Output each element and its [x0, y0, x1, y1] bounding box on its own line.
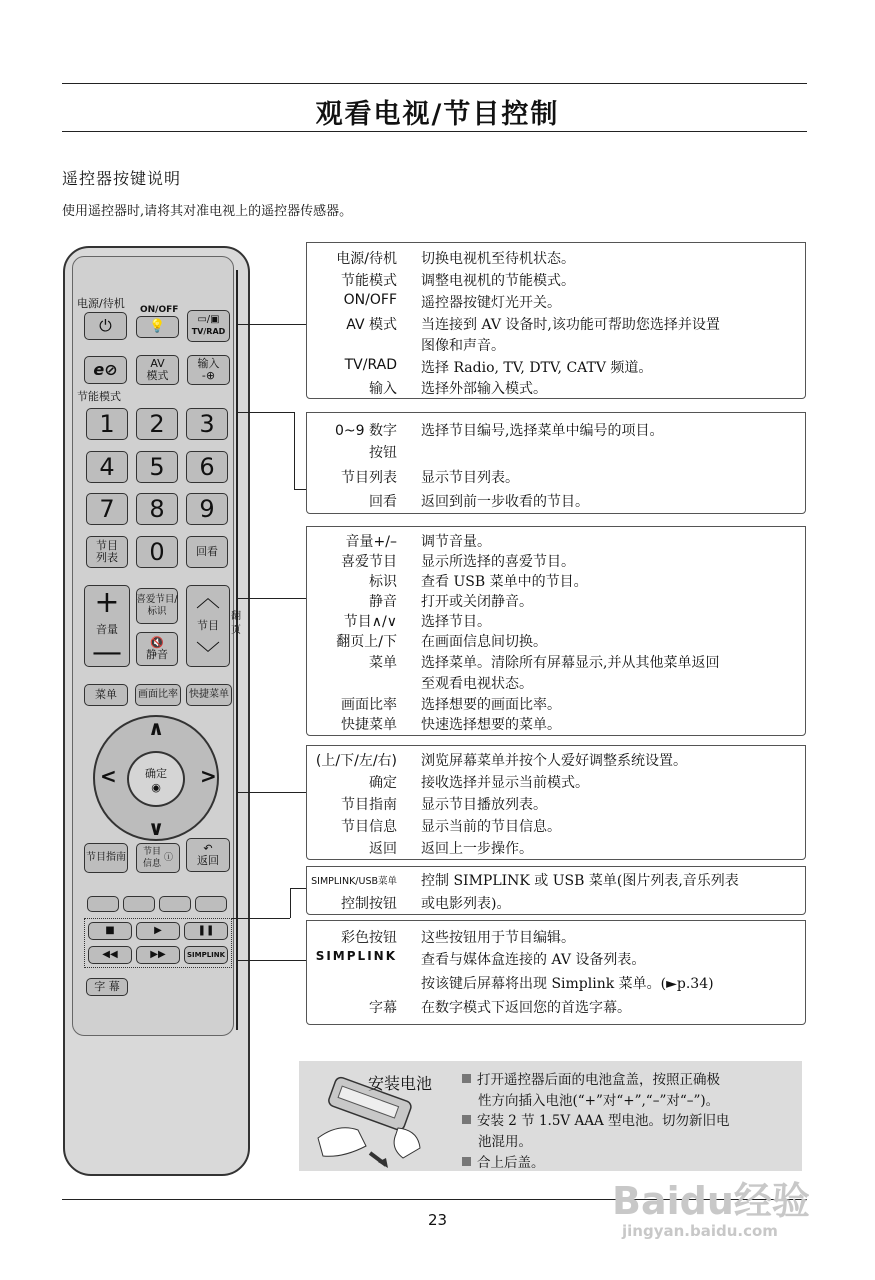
color-button-green[interactable] — [123, 896, 155, 912]
top-rule — [62, 83, 807, 84]
power-button[interactable] — [84, 312, 127, 340]
battery-step: 合上后盖。 — [462, 1151, 545, 1171]
desc-row: 图像和声音。 — [421, 338, 505, 354]
remote-side-line — [236, 270, 238, 1030]
desc-row: ON/OFF 遥控器按键灯光开关。 — [343, 292, 561, 311]
intro-text: 使用遥控器时,请将其对准电视上的遥控器传感器。 — [62, 204, 353, 219]
desc-row: 返回 返回上一步操作。 — [369, 841, 533, 857]
connector-line — [294, 489, 306, 490]
rewind-button[interactable] — [88, 946, 132, 964]
info-button[interactable]: 节目 信息 ⓘ — [136, 843, 180, 873]
guide-button[interactable]: 节目指南 — [84, 843, 128, 873]
number-0-button[interactable]: 0 — [136, 536, 178, 568]
desc-row: 彩色按钮 这些按钮用于节目编辑。 — [341, 930, 575, 946]
number-7-button[interactable]: 7 — [86, 493, 128, 525]
connector-line — [238, 960, 306, 961]
input-button[interactable]: 输入 -⊕ — [187, 355, 230, 385]
simplink-button[interactable]: SIMPLINK — [184, 946, 228, 964]
desc-row: (上/下/左/右) 浏览屏幕菜单并按个人爱好调整系统设置。 — [315, 753, 687, 769]
desc-group-navigation — [306, 745, 806, 860]
bullet-square-icon — [462, 1115, 471, 1124]
battery-step-cont: 池混用。 — [478, 1134, 532, 1150]
onoff-caption: ON/OFF — [140, 305, 179, 315]
desc-row: 音量+/– 调节音量。 — [345, 534, 491, 550]
ok-dot-icon: ◉ — [151, 780, 161, 794]
number-5-button[interactable]: 5 — [136, 451, 178, 483]
desc-row: 节目指南 显示节目播放列表。 — [341, 797, 547, 813]
chevron-up-icon: ︿ — [196, 584, 220, 612]
return-button[interactable]: ↶ 返回 — [186, 838, 230, 872]
bullet-square-icon — [462, 1074, 471, 1083]
fast-forward-icon: ▶▶ — [150, 949, 166, 960]
number-8-button[interactable]: 8 — [136, 493, 178, 525]
desc-row: 按该键后屏幕将出现 Simplink 菜单。(►p.34) — [421, 976, 714, 992]
desc-row: 节目列表 显示节目列表。 — [341, 470, 519, 486]
battery-step: 打开遥控器后面的电池盒盖，按照正确极 — [462, 1068, 720, 1088]
desc-group-power — [306, 242, 806, 399]
desc-row: 至观看电视状态。 — [421, 676, 533, 692]
desc-row: 静音 打开或关闭静音。 — [369, 594, 533, 610]
pause-icon: ❚❚ — [197, 925, 215, 936]
stop-button[interactable] — [88, 922, 132, 940]
desc-row: 0~9 数字 选择节目编号,选择菜单中编号的项目。 — [335, 423, 664, 439]
desc-row: 画面比率 选择想要的画面比率。 — [341, 697, 561, 713]
pause-button[interactable] — [184, 922, 228, 940]
desc-row: 节能模式 调整电视机的节能模式。 — [341, 273, 575, 289]
desc-row: 节目∧/∨ 选择节目。 — [343, 614, 491, 630]
watermark-logo: Baidu经验 — [612, 1179, 810, 1223]
play-button[interactable] — [136, 922, 180, 940]
page-number: 23 — [427, 1211, 448, 1229]
arrow-right-icon[interactable]: > — [200, 764, 217, 788]
fast-forward-button[interactable] — [136, 946, 180, 964]
minus-icon: — — [92, 635, 122, 670]
energy-button[interactable] — [84, 356, 127, 384]
bullet-square-icon — [462, 1157, 471, 1166]
connector-line — [290, 888, 306, 889]
ratio-button[interactable]: 画面比率 — [135, 684, 181, 706]
desc-row: 标识 查看 USB 菜单中的节目。 — [369, 574, 588, 590]
energy-leaf-icon: e⊘ — [93, 360, 118, 379]
input-arrow-icon: -⊕ — [201, 369, 216, 382]
arrow-down-icon[interactable]: ∨ — [148, 816, 165, 840]
onoff-button[interactable] — [136, 316, 179, 338]
desc-row: 字幕 在数字模式下返回您的首选字幕。 — [369, 1000, 631, 1016]
watermark-url: jingyan.baidu.com — [622, 1222, 778, 1240]
desc-row: 翻页上/下 在画面信息间切换。 — [336, 634, 547, 650]
favorite-button[interactable]: 喜爱节目/ 标识 — [136, 588, 178, 624]
tv-radio-icon: ▭/▣ — [197, 314, 220, 325]
battery-step: 安装 2 节 1.5V AAA 型电池。切勿新旧电 — [462, 1109, 730, 1129]
connector-line — [238, 412, 294, 413]
color-button-blue[interactable] — [195, 896, 227, 912]
desc-row: 喜爱节目 显示所选择的喜爱节目。 — [341, 554, 575, 570]
light-bulb-icon: 💡 — [149, 319, 166, 334]
number-4-button[interactable]: 4 — [86, 451, 128, 483]
section-subtitle: 遥控器按键说明 — [62, 169, 182, 188]
volume-rocker[interactable]: + 音量 — — [84, 585, 130, 667]
desc-group-volume — [306, 526, 806, 736]
connector-line — [232, 918, 290, 919]
chevron-down-icon: ﹀ — [196, 640, 220, 668]
mute-icon: 🔇 — [150, 636, 164, 649]
desc-group-simplink — [306, 866, 806, 915]
color-button-yellow[interactable] — [159, 896, 191, 912]
back-button[interactable]: 回看 — [186, 536, 228, 568]
quick-menu-button[interactable]: 快捷菜单 — [186, 684, 232, 706]
number-1-button[interactable]: 1 — [86, 408, 128, 440]
subtitle-button[interactable]: 字 幕 — [86, 978, 128, 996]
connector-line — [294, 412, 295, 489]
desc-row: SIMPLINK 查看与媒体盒连接的 AV 设备列表。 — [315, 949, 646, 968]
title-rule — [62, 131, 807, 132]
desc-row: SIMPLINK/USB菜单 控制 SIMPLINK 或 USB 菜单(图片列表,音乐列表 — [311, 873, 739, 889]
power-icon: ⏻ — [99, 316, 112, 335]
arrow-up-icon[interactable]: ∧ — [148, 716, 165, 740]
number-3-button[interactable]: 3 — [186, 408, 228, 440]
mute-button[interactable]: 🔇 静音 — [136, 632, 178, 666]
connector-line — [238, 324, 306, 325]
stop-icon: ■ — [105, 925, 115, 936]
play-icon: ▶ — [154, 925, 162, 936]
desc-row: AV 模式 当连接到 AV 设备时,该功能可帮助您选择并设置 — [346, 317, 720, 333]
return-arrow-icon: ↶ — [203, 842, 213, 855]
desc-row: 节目信息 显示当前的节目信息。 — [341, 819, 561, 835]
menu-button[interactable]: 菜单 — [84, 684, 128, 706]
desc-row: 输入 选择外部输入模式。 — [369, 381, 547, 397]
desc-row: 快捷菜单 快速选择想要的菜单。 — [341, 717, 561, 733]
ok-button[interactable]: 确定 ◉ — [127, 751, 185, 807]
desc-row: 回看 返回到前一步收看的节目。 — [369, 494, 589, 510]
desc-row: 确定 接收选择并显示当前模式。 — [369, 775, 589, 791]
page-title: 观看电视/节目控制 — [315, 99, 560, 130]
connector-line — [290, 888, 291, 918]
number-2-button[interactable]: 2 — [136, 408, 178, 440]
desc-row: 控制按钮 或电影列表)。 — [341, 896, 511, 912]
program-list-button[interactable]: 节目 列表 — [86, 536, 128, 568]
rewind-icon: ◀◀ — [102, 949, 118, 960]
color-button-red[interactable] — [87, 896, 119, 912]
plus-icon: + — [94, 585, 120, 620]
program-rocker[interactable]: ︿ 节目 ﹀ — [186, 585, 230, 667]
battery-step-cont: 性方向插入电池(“+”对“+”,“–”对“–”)。 — [478, 1093, 720, 1109]
arrow-left-icon[interactable]: < — [100, 764, 117, 788]
number-6-button[interactable]: 6 — [186, 451, 228, 483]
desc-row: 电源/待机 切换电视机至待机状态。 — [336, 251, 575, 267]
connector-line — [238, 792, 306, 793]
battery-title: 安装电池 — [368, 1074, 433, 1093]
page-caption: 翻 页 — [231, 611, 241, 636]
connector-line — [238, 598, 306, 599]
desc-row: 菜单 选择菜单。清除所有屏幕显示,并从其他菜单返回 — [369, 655, 720, 671]
av-mode-button[interactable]: AV 模式 — [136, 355, 179, 385]
desc-group-numbers — [306, 412, 806, 514]
power-caption: 电源/待机 — [77, 297, 125, 310]
info-icon: ⓘ — [164, 853, 174, 863]
simplink-logo: SIMPLINK — [315, 949, 397, 963]
tvrad-button[interactable]: ▭/▣ TV/RAD — [187, 310, 230, 342]
number-9-button[interactable]: 9 — [186, 493, 228, 525]
desc-row: TV/RAD 选择 Radio, TV, DTV, CATV 频道。 — [344, 357, 653, 376]
desc-group-color — [306, 920, 806, 1025]
energy-caption: 节能模式 — [77, 390, 121, 403]
desc-row: 按钮 — [369, 445, 397, 461]
